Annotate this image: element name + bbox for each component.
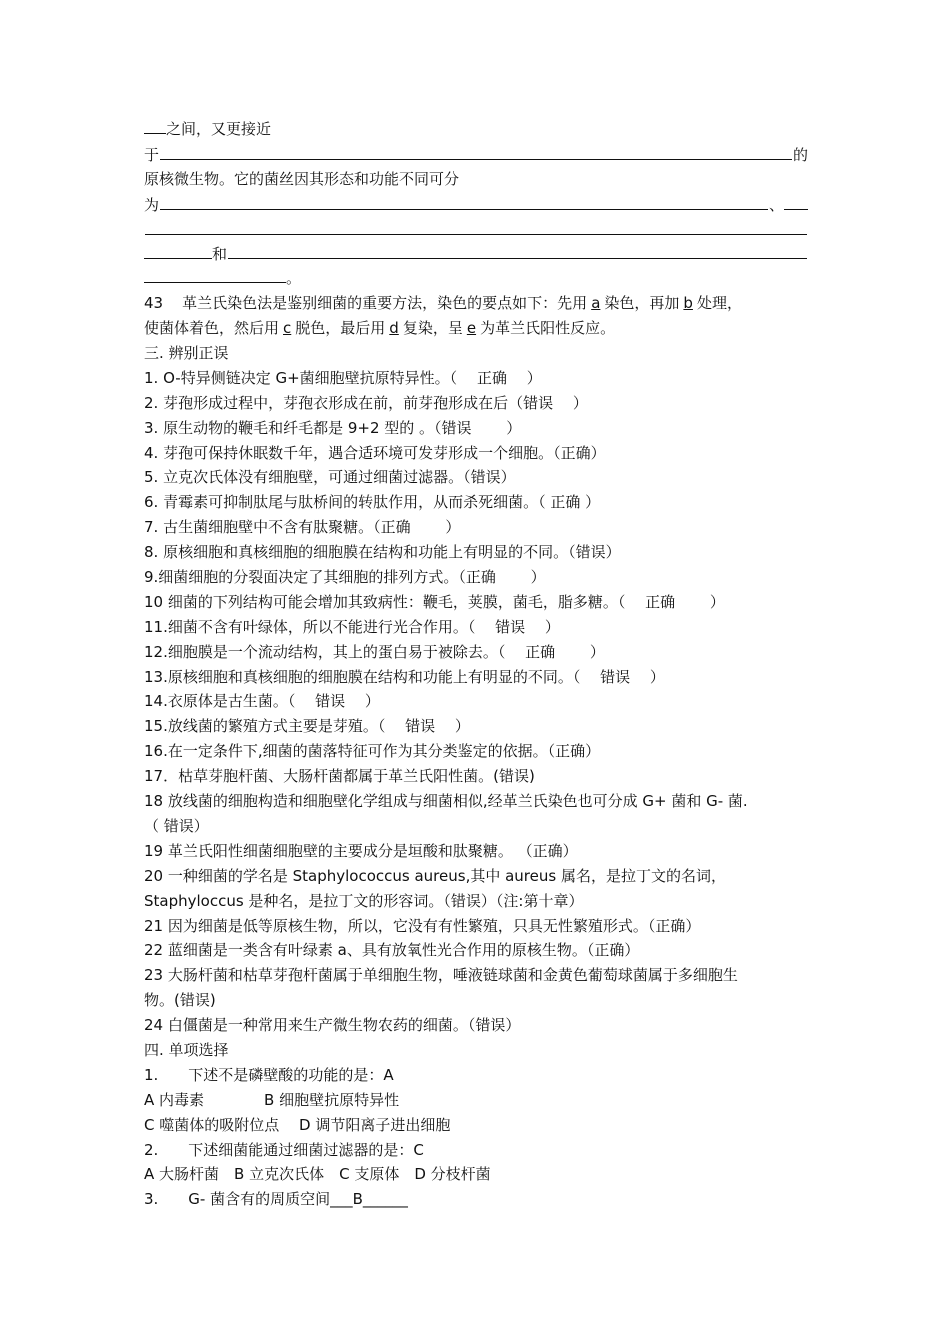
question-text: 使菌体着色，然后用 (144, 319, 280, 338)
answer-d: d (389, 319, 399, 338)
tf-item: 17．枯草芽胞杆菌、大肠杆菌都属于革兰氏阳性菌。(错误) (144, 767, 535, 786)
answer-blank (228, 241, 807, 259)
continued-line-3: 原核微生物。它的菌丝因其形态和功能不同可分 (144, 169, 460, 188)
tf-item: 21 因为细菌是低等原核生物，所以，它没有有性繁殖，只具无性繁殖形式。（正确） (144, 916, 701, 935)
tf-item: 4. 芽孢可保持休眠数千年，遇合适环境可发芽形成一个细胞。（正确） (144, 443, 606, 462)
section-heading-true-false: 三. 辨别正误 (144, 344, 229, 363)
question-text: 革兰氏染色法是鉴别细菌的重要方法，染色的要点如下：先用 (182, 294, 588, 313)
tf-item: 7. 古生菌细胞壁中不含有肽聚糖。（正确 ） (144, 518, 461, 537)
tf-item: 12.细胞膜是一个流动结构，其上的蛋白易于被除去。（ 正确 ） (144, 642, 605, 661)
mc-item: A 内毒素 B 细胞壁抗原特异性 (144, 1090, 400, 1109)
tf-item: 24 白僵菌是一种常用来生产微生物农药的细菌。（错误） (144, 1016, 521, 1035)
mc-item: A 大肠杆菌 B 立克次氏体 C 支原体 D 分枝杆菌 (144, 1165, 491, 1184)
answer-c: c (283, 319, 292, 338)
continued-text: 为 (144, 195, 160, 214)
tf-item: 15.放线菌的繁殖方式主要是芽殖。（ 错误 ） (144, 717, 470, 736)
question-text: 复染，呈 (402, 319, 463, 338)
question-text: 染色，再加 (604, 294, 680, 313)
answer-blank (144, 258, 212, 259)
section-heading-single-choice: 四. 单项选择 (144, 1040, 229, 1059)
continued-text: 、 (768, 195, 784, 214)
continued-text: 于 (144, 145, 160, 164)
tf-item: 10 细菌的下列结构可能会增加其致病性：鞭毛，荚膜，菌毛，脂多糖。（ 正确 ） (144, 592, 725, 611)
mc-item: 1. 下述不是磷壁酸的功能的是：A (144, 1065, 394, 1084)
continued-line-4 (144, 192, 808, 217)
document-page (144, 117, 808, 1212)
question-43-line-1 (144, 291, 808, 316)
mc-item: 2. 下述细菌能通过细菌过滤器的是：C (144, 1140, 424, 1159)
continued-text: 和 (212, 245, 228, 264)
tf-item: 22 蓝细菌是一类含有叶绿素 a、具有放氧性光合作用的原核生物。（正确） (144, 941, 640, 960)
continued-line-5 (144, 217, 808, 242)
continued-line-6 (144, 241, 808, 266)
answer-blank (144, 282, 286, 283)
tf-item: 16.在一定条件下,细菌的菌落特征可作为其分类鉴定的依据。（正确） (144, 742, 601, 761)
mc-item: 3. G- 菌含有的周质空间___B______ (144, 1190, 408, 1209)
answer-blank (784, 209, 808, 210)
question-43-line-2 (144, 316, 808, 341)
question-number: 43 (144, 294, 164, 313)
tf-item: 2. 芽孢形成过程中，芽孢衣形成在前，前芽孢形成在后（错误 ） (144, 393, 588, 412)
continued-line-1 (144, 117, 808, 142)
continued-line-2 (144, 142, 808, 167)
question-text: 处理， (696, 294, 742, 313)
tf-item: 1. O-特异侧链决定 G+菌细胞壁抗原特异性。（ 正确 ） (144, 368, 542, 387)
tf-item: 23 大肠杆菌和枯草芽孢杆菌属于单细胞生物，唾液链球菌和金黄色葡萄球菌属于多细胞生 (144, 966, 738, 985)
continued-text: 的 (792, 145, 808, 164)
tf-item: 11.细菌不含有叶绿体，所以不能进行光合作用。（ 错误 ） (144, 617, 560, 636)
answer-blank (160, 142, 792, 160)
tf-item: 物。(错误) (144, 991, 216, 1010)
answer-blank (160, 192, 768, 210)
answer-e: e (466, 319, 477, 338)
tf-item: 19 革兰氏阳性细菌细胞壁的主要成分是垣酸和肽聚糖。 （正确） (144, 841, 578, 860)
continued-text: 之间，又更接近 (166, 120, 272, 138)
question-text: 为革兰氏阳性反应。 (480, 319, 616, 338)
answer-blank (145, 217, 807, 235)
answer-b: b (683, 294, 693, 313)
continued-text: 。 (286, 269, 302, 288)
tf-item: 8. 原核细胞和真核细胞的细胞膜在结构和功能上有明显的不同。（错误） (144, 543, 621, 562)
tf-item: 5. 立克次氏体没有细胞壁，可通过细菌过滤器。（错误） (144, 468, 516, 487)
tf-item: 9.细菌细胞的分裂面决定了其细胞的排列方式。（正确 ） (144, 568, 546, 587)
tf-item: 13.原核细胞和真核细胞的细胞膜在结构和功能上有明显的不同。（ 错误 ） (144, 667, 665, 686)
mc-item: C 噬菌体的吸附位点 D 调节阳离子进出细胞 (144, 1115, 451, 1134)
answer-blank (144, 133, 166, 134)
tf-item: 18 放线菌的细胞构造和细胞壁化学组成与细菌相似,经革兰氏染色也可分成 G+ 菌和 G- 菌. (144, 792, 748, 811)
question-text: 脱色，最后用 (295, 319, 386, 338)
tf-item: 3. 原生动物的鞭毛和纤毛都是 9+2 型的 。（错误 ） (144, 418, 522, 437)
tf-item: Staphyloccus 是种名，是拉丁文的形容词。（错误）（注:第十章） (144, 891, 584, 910)
tf-item: 14.衣原体是古生菌。（ 错误 ） (144, 692, 380, 711)
tf-item: （ 错误） (144, 816, 209, 835)
tf-item: 20 一种细菌的学名是 Staphylococcus aureus,其中 aureus 属名，是拉丁文的名词， (144, 866, 726, 885)
answer-a: a (591, 294, 601, 313)
tf-item: 6. 青霉素可抑制肽尾与肽桥间的转肽作用，从而杀死细菌。（ 正确 ） (144, 493, 601, 512)
continued-line-7 (144, 266, 808, 291)
